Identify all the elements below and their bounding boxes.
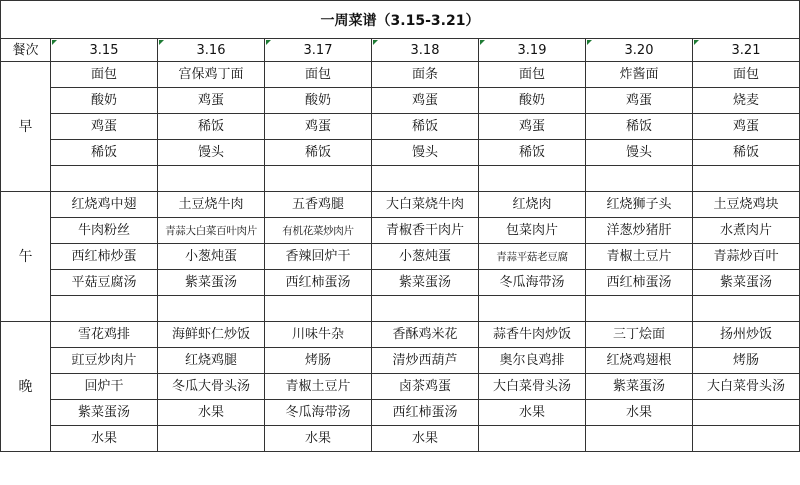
dish-cell[interactable]: 红烧鸡腿 [158, 348, 265, 374]
dish-cell[interactable]: 蒜香牛肉炒饭 [479, 322, 586, 348]
dish-cell[interactable]: 鸡蛋 [586, 88, 693, 114]
dish-cell[interactable]: 稀饭 [693, 140, 800, 166]
dish-cell[interactable]: 馒头 [158, 140, 265, 166]
dish-cell[interactable]: 酸奶 [51, 88, 158, 114]
menu-row [1, 270, 800, 296]
dish-cell[interactable] [51, 296, 158, 322]
dish-cell[interactable] [265, 296, 372, 322]
dish-cell[interactable] [51, 166, 158, 192]
dish-cell[interactable]: 稀饭 [586, 114, 693, 140]
dish-cell[interactable] [586, 426, 693, 452]
dish-cell[interactable]: 馒头 [372, 140, 479, 166]
menu-row [1, 140, 800, 166]
dish-cell[interactable]: 牛肉粉丝 [51, 218, 158, 244]
dish-cell[interactable]: 面包 [265, 62, 372, 88]
dish-cell[interactable]: 酸奶 [479, 88, 586, 114]
dish-cell[interactable]: 有机花菜炒肉片 [265, 218, 372, 244]
dish-cell[interactable]: 稀饭 [372, 114, 479, 140]
dish-cell[interactable]: 包菜肉片 [479, 218, 586, 244]
dish-cell[interactable]: 紫菜蛋汤 [158, 270, 265, 296]
dish-cell[interactable]: 清炒西葫芦 [372, 348, 479, 374]
dish-cell[interactable]: 洋葱炒猪肝 [586, 218, 693, 244]
date-header[interactable]: 3.15 [51, 39, 158, 62]
dish-cell[interactable]: 扬州炒饭 [693, 322, 800, 348]
dish-cell[interactable]: 水果 [586, 400, 693, 426]
dish-cell[interactable]: 青椒香干肉片 [372, 218, 479, 244]
dish-cell[interactable] [158, 166, 265, 192]
dish-cell[interactable]: 水煮肉片 [693, 218, 800, 244]
meal-label[interactable]: 早 [1, 62, 51, 192]
dish-cell[interactable]: 鸡蛋 [479, 114, 586, 140]
dish-cell[interactable]: 面包 [693, 62, 800, 88]
dish-cell[interactable] [479, 166, 586, 192]
dish-cell[interactable] [479, 296, 586, 322]
dish-cell[interactable]: 海鲜虾仁炒饭 [158, 322, 265, 348]
dish-cell[interactable] [693, 166, 800, 192]
menu-row [1, 218, 800, 244]
dish-cell[interactable]: 宫保鸡丁面 [158, 62, 265, 88]
dish-cell[interactable]: 大白菜烧牛肉 [372, 192, 479, 218]
dish-cell[interactable]: 土豆烧牛肉 [158, 192, 265, 218]
dish-cell[interactable]: 水果 [265, 426, 372, 452]
dish-cell[interactable]: 五香鸡腿 [265, 192, 372, 218]
dish-cell[interactable]: 稀饭 [479, 140, 586, 166]
dish-cell[interactable]: 平菇豆腐汤 [51, 270, 158, 296]
dish-cell[interactable]: 卤茶鸡蛋 [372, 374, 479, 400]
dish-cell[interactable] [586, 166, 693, 192]
dish-cell[interactable] [693, 400, 800, 426]
date-header[interactable]: 3.18 [372, 39, 479, 62]
menu-row [1, 114, 800, 140]
dish-cell[interactable] [586, 296, 693, 322]
menu-row [1, 244, 800, 270]
sheet-title: 一周菜谱（3.15-3.21） [0, 0, 800, 38]
dish-cell[interactable]: 香辣回炉干 [265, 244, 372, 270]
dish-cell[interactable]: 西红柿蛋汤 [265, 270, 372, 296]
dish-cell[interactable]: 冬瓜大骨头汤 [158, 374, 265, 400]
dish-cell[interactable]: 稀饭 [51, 140, 158, 166]
dish-cell[interactable]: 面条 [372, 62, 479, 88]
dish-cell[interactable] [693, 426, 800, 452]
dish-cell[interactable]: 紫菜蛋汤 [372, 270, 479, 296]
date-header[interactable]: 3.20 [586, 39, 693, 62]
dish-cell[interactable] [372, 296, 479, 322]
dish-cell[interactable]: 水果 [158, 400, 265, 426]
dish-cell[interactable]: 馒头 [586, 140, 693, 166]
dish-cell[interactable]: 冬瓜海带汤 [265, 400, 372, 426]
dish-cell[interactable]: 水果 [372, 426, 479, 452]
dish-cell[interactable]: 青蒜大白菜百叶肉片 [158, 218, 265, 244]
meal-label[interactable]: 午 [1, 192, 51, 322]
dish-cell[interactable]: 青椒土豆片 [586, 244, 693, 270]
menu-table [0, 38, 800, 452]
date-header[interactable]: 3.16 [158, 39, 265, 62]
header-row [1, 39, 800, 62]
dish-cell[interactable]: 面包 [479, 62, 586, 88]
dish-cell[interactable]: 红烧鸡翅根 [586, 348, 693, 374]
date-header[interactable]: 3.21 [693, 39, 800, 62]
dish-cell[interactable]: 稀饭 [265, 140, 372, 166]
dish-cell[interactable]: 香酥鸡米花 [372, 322, 479, 348]
dish-cell[interactable]: 紫菜蛋汤 [51, 400, 158, 426]
dish-cell[interactable]: 奥尔良鸡排 [479, 348, 586, 374]
dish-cell[interactable]: 大白菜骨头汤 [479, 374, 586, 400]
dish-cell[interactable]: 紫菜蛋汤 [586, 374, 693, 400]
date-header[interactable]: 3.19 [479, 39, 586, 62]
dish-cell[interactable]: 稀饭 [158, 114, 265, 140]
dish-cell[interactable] [693, 296, 800, 322]
dish-cell[interactable]: 烤肠 [265, 348, 372, 374]
menu-row [1, 322, 800, 348]
dish-cell[interactable] [158, 296, 265, 322]
dish-cell[interactable] [265, 166, 372, 192]
dish-cell[interactable]: 回炉干 [51, 374, 158, 400]
dish-cell[interactable]: 雪花鸡排 [51, 322, 158, 348]
dish-cell[interactable]: 鸡蛋 [158, 88, 265, 114]
dish-cell[interactable]: 红烧鸡中翅 [51, 192, 158, 218]
dish-cell[interactable]: 鸡蛋 [265, 114, 372, 140]
dish-cell[interactable]: 西红柿炒蛋 [51, 244, 158, 270]
dish-cell[interactable]: 川味牛杂 [265, 322, 372, 348]
menu-row [1, 166, 800, 192]
date-header[interactable]: 3.17 [265, 39, 372, 62]
dish-cell[interactable]: 水果 [51, 426, 158, 452]
dish-cell[interactable]: 红烧肉 [479, 192, 586, 218]
dish-cell[interactable]: 青蒜炒百叶 [693, 244, 800, 270]
dish-cell[interactable] [158, 426, 265, 452]
dish-cell[interactable]: 红烧狮子头 [586, 192, 693, 218]
menu-row [1, 62, 800, 88]
dish-cell[interactable]: 三丁烩面 [586, 322, 693, 348]
menu-row [1, 374, 800, 400]
menu-row [1, 426, 800, 452]
dish-cell[interactable]: 鸡蛋 [372, 88, 479, 114]
menu-row [1, 348, 800, 374]
dish-cell[interactable]: 酸奶 [265, 88, 372, 114]
dish-cell[interactable]: 冬瓜海带汤 [479, 270, 586, 296]
meal-header-label[interactable]: 餐次 [1, 39, 51, 62]
dish-cell[interactable]: 豇豆炒肉片 [51, 348, 158, 374]
dish-cell[interactable]: 青椒土豆片 [265, 374, 372, 400]
dish-cell[interactable]: 大白菜骨头汤 [693, 374, 800, 400]
dish-cell[interactable]: 小葱炖蛋 [158, 244, 265, 270]
meal-label[interactable]: 晚 [1, 322, 51, 452]
dish-cell[interactable]: 西红柿蛋汤 [372, 400, 479, 426]
dish-cell[interactable]: 土豆烧鸡块 [693, 192, 800, 218]
menu-row [1, 88, 800, 114]
dish-cell[interactable]: 面包 [51, 62, 158, 88]
menu-row [1, 400, 800, 426]
dish-cell[interactable]: 紫菜蛋汤 [693, 270, 800, 296]
dish-cell[interactable]: 小葱炖蛋 [372, 244, 479, 270]
dish-cell[interactable] [479, 426, 586, 452]
dish-cell[interactable]: 水果 [479, 400, 586, 426]
dish-cell[interactable]: 青蒜平菇老豆腐 [479, 244, 586, 270]
dish-cell[interactable] [372, 166, 479, 192]
dish-cell[interactable]: 鸡蛋 [693, 114, 800, 140]
menu-row [1, 296, 800, 322]
dish-cell[interactable]: 烤肠 [693, 348, 800, 374]
dish-cell[interactable]: 鸡蛋 [51, 114, 158, 140]
dish-cell[interactable]: 烧麦 [693, 88, 800, 114]
dish-cell[interactable]: 炸酱面 [586, 62, 693, 88]
menu-row [1, 192, 800, 218]
dish-cell[interactable]: 西红柿蛋汤 [586, 270, 693, 296]
